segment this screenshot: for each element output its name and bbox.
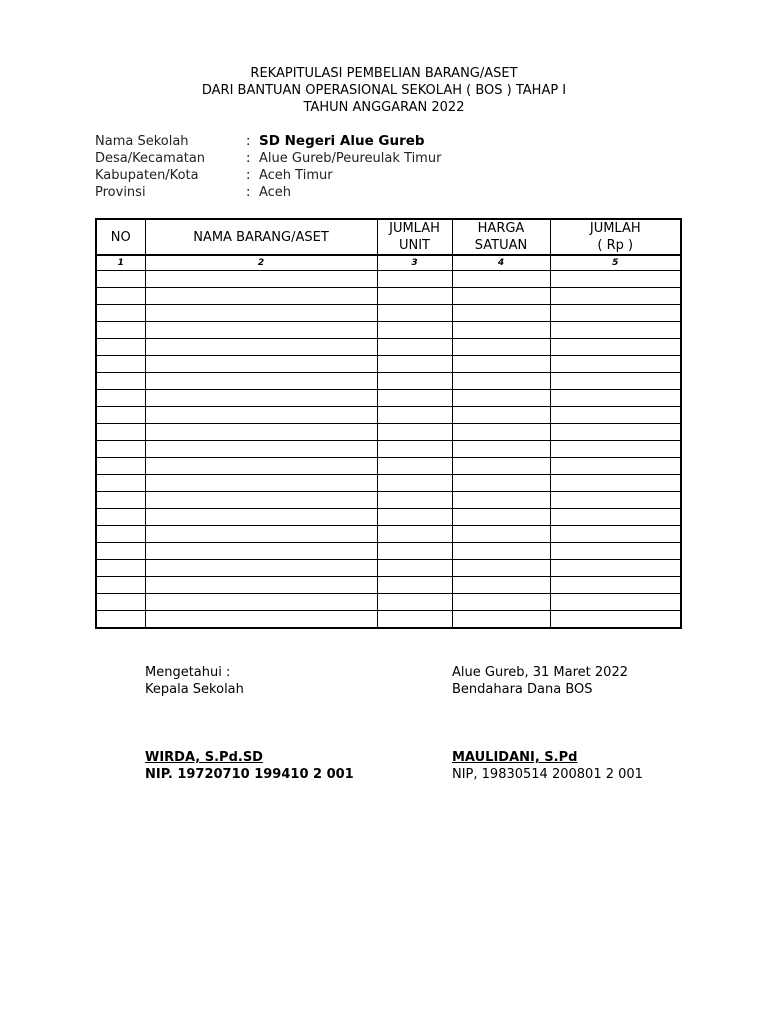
table-cell (145, 322, 377, 339)
table-cell (550, 288, 681, 305)
header-unit-count-line-2: UNIT (398, 238, 430, 253)
info-label: Kabupaten/Kota (95, 168, 199, 183)
table-cell (96, 560, 145, 577)
table-row (96, 560, 681, 577)
table-cell (145, 560, 377, 577)
table-cell (96, 356, 145, 373)
table-cell (377, 441, 452, 458)
info-label: Desa/Kecamatan (95, 151, 206, 166)
table-row (96, 526, 681, 543)
place-date: Alue Gureb, 31 Maret 2022 (452, 665, 628, 680)
table-cell (377, 271, 452, 288)
table-cell (550, 373, 681, 390)
table-cell (145, 373, 377, 390)
info-label: Nama Sekolah (95, 134, 189, 149)
table-cell (550, 322, 681, 339)
table-cell (452, 424, 550, 441)
table-cell (377, 611, 452, 629)
table-cell (145, 424, 377, 441)
info-value: Aceh (259, 185, 292, 200)
table-cell (550, 407, 681, 424)
table-cell (452, 322, 550, 339)
table-cell (377, 577, 452, 594)
table-row (96, 475, 681, 492)
acknowledged-label: Mengetahui : (145, 665, 231, 680)
table-cell (550, 560, 681, 577)
table-cell (377, 339, 452, 356)
table-cell (145, 288, 377, 305)
table-cell (550, 441, 681, 458)
table-row (96, 271, 681, 288)
table-cell (377, 543, 452, 560)
table-cell (96, 594, 145, 611)
table-cell (550, 339, 681, 356)
header-total-rp (550, 219, 681, 255)
info-colon: : (246, 185, 251, 200)
title-line-1: REKAPITULASI PEMBELIAN BARANG/ASET (250, 66, 518, 81)
table-cell (452, 339, 550, 356)
table-cell (145, 526, 377, 543)
table-cell (452, 356, 550, 373)
table-cell (96, 424, 145, 441)
table-cell (96, 322, 145, 339)
header-unit-price-line-1: HARGA (477, 221, 525, 236)
table-cell (452, 288, 550, 305)
table-cell (550, 543, 681, 560)
treasurer-title: Bendahara Dana BOS (452, 682, 593, 697)
table-cell (96, 611, 145, 629)
table-cell (550, 577, 681, 594)
table-cell (377, 492, 452, 509)
table-cell (452, 373, 550, 390)
table-row (96, 356, 681, 373)
table-cell (452, 492, 550, 509)
header-unit-count (377, 219, 452, 255)
document-title (0, 65, 768, 116)
table-cell (96, 373, 145, 390)
column-number: 3 (377, 255, 452, 271)
signature-left (145, 664, 354, 783)
column-number: 2 (145, 255, 377, 271)
table-cell (452, 271, 550, 288)
table-cell (377, 594, 452, 611)
table-cell (377, 526, 452, 543)
recap-table (95, 218, 682, 629)
table-cell (96, 271, 145, 288)
table-cell (96, 305, 145, 322)
table-cell (145, 509, 377, 526)
table-cell (96, 288, 145, 305)
treasurer-nip: NIP, 19830514 200801 2 001 (452, 767, 643, 782)
table-cell (145, 611, 377, 629)
principal-name: WIRDA, S.Pd.SD (145, 750, 263, 765)
table-cell (96, 577, 145, 594)
table-cell (145, 594, 377, 611)
table-row (96, 577, 681, 594)
table-cell (377, 390, 452, 407)
treasurer-name: MAULIDANI, S.Pd (452, 750, 578, 765)
table-cell (145, 305, 377, 322)
table-cell (145, 458, 377, 475)
table-cell (452, 407, 550, 424)
table-cell (550, 271, 681, 288)
table-cell (377, 373, 452, 390)
table-cell (452, 441, 550, 458)
principal-nip: NIP. 19720710 199410 2 001 (145, 767, 354, 782)
principal-title: Kepala Sekolah (145, 682, 244, 697)
info-colon: : (246, 151, 251, 166)
table-cell (145, 577, 377, 594)
table-cell (96, 543, 145, 560)
table-cell (96, 475, 145, 492)
table-cell (377, 475, 452, 492)
table-cell (452, 594, 550, 611)
table-cell (145, 356, 377, 373)
header-no: NO (96, 219, 145, 255)
title-line-3: TAHUN ANGGARAN 2022 (303, 100, 465, 115)
table-cell (452, 475, 550, 492)
table-cell (145, 271, 377, 288)
table-row (96, 373, 681, 390)
table-row (96, 390, 681, 407)
table-cell (452, 390, 550, 407)
table-row (96, 458, 681, 475)
info-colon: : (246, 168, 251, 183)
info-value: Aceh Timur (259, 168, 333, 183)
table-row (96, 407, 681, 424)
table-cell (452, 560, 550, 577)
table-cell (550, 594, 681, 611)
table-cell (145, 543, 377, 560)
table-cell (145, 390, 377, 407)
table-cell (550, 458, 681, 475)
table-cell (96, 390, 145, 407)
table-cell (377, 458, 452, 475)
signature-right (452, 664, 643, 783)
table-cell (452, 577, 550, 594)
table-cell (96, 526, 145, 543)
table-cell (550, 526, 681, 543)
table-cell (377, 407, 452, 424)
header-item-name: NAMA BARANG/ASET (145, 219, 377, 255)
header-unit-price-line-2: SATUAN (474, 238, 528, 253)
table-cell (377, 509, 452, 526)
table-cell (377, 305, 452, 322)
table-cell (377, 424, 452, 441)
table-cell (377, 356, 452, 373)
table-cell (452, 305, 550, 322)
table-cell (550, 424, 681, 441)
table-cell (96, 458, 145, 475)
table-row (96, 594, 681, 611)
table-cell (550, 390, 681, 407)
table-cell (145, 492, 377, 509)
table-row (96, 543, 681, 560)
table-row (96, 322, 681, 339)
table-cell (96, 407, 145, 424)
table-row (96, 509, 681, 526)
table-cell (550, 509, 681, 526)
table-cell (145, 441, 377, 458)
table-header-row (96, 219, 681, 255)
header-unit-price (452, 219, 550, 255)
header-total-rp-line-2: ( Rp ) (597, 238, 634, 253)
header-unit-count-line-1: JUMLAH (389, 221, 440, 236)
title-line-2: DARI BANTUAN OPERASIONAL SEKOLAH ( BOS ) TAHAP I (201, 83, 567, 98)
table-row (96, 305, 681, 322)
info-value: SD Negeri Alue Gureb (259, 133, 425, 149)
info-label: Provinsi (95, 185, 146, 200)
table-cell (550, 305, 681, 322)
info-colon: : (246, 134, 251, 149)
table-cell (452, 543, 550, 560)
column-number: 1 (96, 255, 145, 271)
column-number-row (96, 255, 681, 271)
column-number: 4 (452, 255, 550, 271)
table-cell (377, 560, 452, 577)
table-cell (96, 509, 145, 526)
info-value: Alue Gureb/Peureulak Timur (259, 151, 442, 166)
table-cell (452, 526, 550, 543)
table-cell (96, 441, 145, 458)
table-cell (145, 475, 377, 492)
table-row (96, 611, 681, 629)
column-number: 5 (550, 255, 681, 271)
table-cell (377, 322, 452, 339)
table-cell (452, 509, 550, 526)
table-cell (452, 458, 550, 475)
table-cell (145, 407, 377, 424)
table-cell (550, 492, 681, 509)
table-cell (550, 475, 681, 492)
table-row (96, 424, 681, 441)
header-total-rp-line-1: JUMLAH (589, 221, 641, 236)
table-cell (377, 288, 452, 305)
table-row (96, 441, 681, 458)
table-row (96, 288, 681, 305)
table-cell (145, 339, 377, 356)
table-row (96, 492, 681, 509)
table-cell (96, 492, 145, 509)
table-row (96, 339, 681, 356)
table-cell (96, 339, 145, 356)
table-cell (550, 611, 681, 629)
table-cell (452, 611, 550, 629)
table-cell (550, 356, 681, 373)
